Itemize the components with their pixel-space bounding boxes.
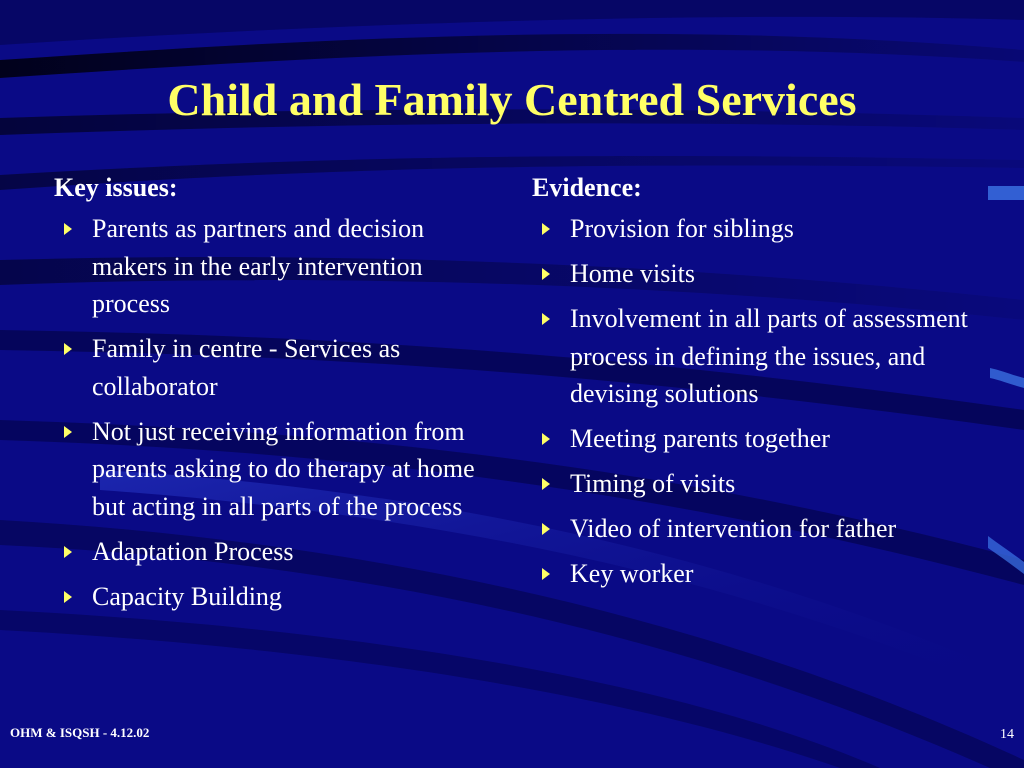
triangle-right-icon — [64, 546, 72, 558]
triangle-right-icon — [64, 426, 72, 438]
list-item-text: Parents as partners and decision makers in the early intervention process — [92, 214, 425, 318]
triangle-right-icon — [542, 523, 550, 535]
list-item — [54, 578, 504, 616]
evidence-list — [532, 210, 972, 593]
list-item-text: Key worker — [570, 559, 694, 588]
triangle-right-icon — [542, 313, 550, 325]
triangle-right-icon — [64, 343, 72, 355]
list-item-text: Provision for siblings — [570, 214, 794, 243]
list-item — [532, 510, 972, 548]
triangle-right-icon — [64, 591, 72, 603]
list-item-text: Not just receiving information from parents asking to do therapy at home but acting in all parts of the process — [92, 416, 475, 521]
list-item-text: Meeting parents together — [570, 424, 830, 453]
list-item — [532, 210, 972, 248]
evidence-column — [532, 170, 972, 600]
list-item — [532, 555, 972, 593]
list-item — [532, 300, 972, 413]
key-issues-heading: Key issues: — [54, 173, 178, 202]
triangle-right-icon — [542, 268, 550, 280]
list-item-text: Involvement in all parts of assessment process in defining the issues, and devising solutions — [570, 304, 968, 408]
list-item — [54, 413, 504, 526]
slide-title: Child and Family Centred Services — [167, 74, 857, 125]
list-item — [54, 330, 504, 405]
list-item — [54, 533, 504, 571]
triangle-right-icon — [542, 478, 550, 490]
list-item-text: Video of intervention for father — [570, 514, 897, 543]
key-issues-list — [54, 210, 504, 615]
list-item-text: Family in centre - Services as collaborator — [92, 334, 401, 401]
slide-number: 14 — [1000, 727, 1014, 742]
list-item — [532, 255, 972, 293]
list-item-text: Capacity Building — [92, 581, 282, 611]
list-item-text: Adaptation Process — [92, 536, 294, 566]
triangle-right-icon — [64, 223, 72, 235]
evidence-heading: Evidence: — [532, 173, 642, 202]
triangle-right-icon — [542, 433, 550, 445]
list-item — [54, 210, 504, 323]
footer-label: OHM & ISQSH - 4.12.02 — [10, 725, 150, 740]
list-item-text: Home visits — [570, 259, 695, 288]
triangle-right-icon — [542, 568, 550, 580]
triangle-right-icon — [542, 223, 550, 235]
list-item-text: Timing of visits — [570, 469, 736, 498]
list-item — [532, 420, 972, 458]
list-item — [532, 465, 972, 503]
key-issues-column — [54, 170, 504, 623]
